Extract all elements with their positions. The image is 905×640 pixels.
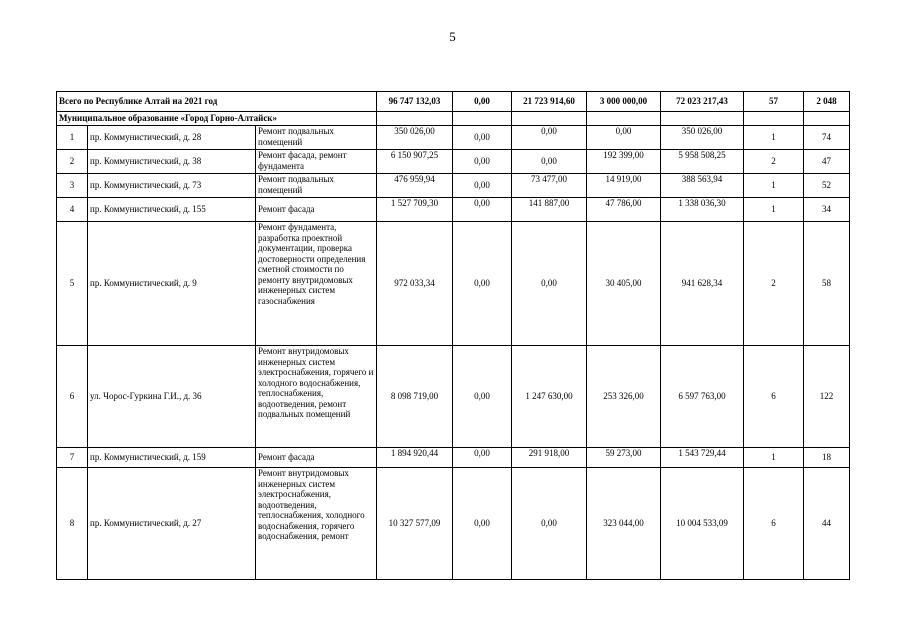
municipality-empty bbox=[661, 112, 744, 126]
row-number: 4 bbox=[57, 198, 88, 222]
row-col4: 14 919,00 bbox=[587, 174, 661, 198]
table-row bbox=[57, 222, 850, 346]
total-col3: 21 723 914,60 bbox=[512, 92, 587, 112]
row-col6: 1 bbox=[744, 174, 804, 198]
row-col3: 0,00 bbox=[512, 222, 587, 346]
row-col4: 323 044,00 bbox=[587, 468, 661, 580]
row-col6: 6 bbox=[744, 346, 804, 448]
row-address: пр. Коммунистический, д. 155 bbox=[88, 198, 256, 222]
municipality-empty bbox=[587, 112, 661, 126]
row-col3: 0,00 bbox=[512, 126, 587, 150]
row-col5: 350 026,00 bbox=[661, 126, 744, 150]
row-col3: 141 887,00 bbox=[512, 198, 587, 222]
row-work: Ремонт подвальных помещений bbox=[256, 174, 377, 198]
page-number: 5 bbox=[449, 29, 456, 44]
row-col4: 0,00 bbox=[587, 126, 661, 150]
row-col7: 34 bbox=[804, 198, 850, 222]
row-col7: 58 bbox=[804, 222, 850, 346]
table-row bbox=[57, 174, 850, 198]
row-address: пр. Коммунистический, д. 73 bbox=[88, 174, 256, 198]
municipality-label: Муниципальное образование «Город Горно-Алтайск» bbox=[57, 112, 377, 126]
row-address: пр. Коммунистический, д. 28 bbox=[88, 126, 256, 150]
row-col3: 0,00 bbox=[512, 468, 587, 580]
row-work: Ремонт фасада bbox=[256, 198, 377, 222]
table-row bbox=[57, 346, 850, 448]
row-col6: 1 bbox=[744, 126, 804, 150]
row-col6: 6 bbox=[744, 468, 804, 580]
row-col7: 18 bbox=[804, 448, 850, 468]
row-col5: 1 338 036,30 bbox=[661, 198, 744, 222]
total-row bbox=[57, 92, 850, 112]
row-work: Ремонт фундамента, разработка проектной документации, проверка достоверности определения сметной стоимости по ремонту внутридомовых инженерных систем газоснабжения bbox=[256, 222, 377, 346]
row-col7: 44 bbox=[804, 468, 850, 580]
row-number: 6 bbox=[57, 346, 88, 448]
row-col5: 388 563,94 bbox=[661, 174, 744, 198]
municipality-empty bbox=[804, 112, 850, 126]
row-total: 1 527 709,30 bbox=[377, 198, 453, 222]
row-number: 3 bbox=[57, 174, 88, 198]
row-number: 7 bbox=[57, 448, 88, 468]
row-col2: 0,00 bbox=[453, 448, 512, 468]
row-address: пр. Коммунистический, д. 9 bbox=[88, 222, 256, 346]
row-col4: 253 326,00 bbox=[587, 346, 661, 448]
total-label: Всего по Республике Алтай на 2021 год bbox=[57, 92, 377, 112]
row-number: 8 bbox=[57, 468, 88, 580]
row-col2: 0,00 bbox=[453, 198, 512, 222]
row-total: 10 327 577,09 bbox=[377, 468, 453, 580]
row-work: Ремонт внутридомовых инженерных систем электроснабжения, горячего и холодного водоснабжения, теплоснабжения, водоотведения, ремонт подвальных помещений bbox=[256, 346, 377, 448]
table-row bbox=[57, 448, 850, 468]
row-col4: 59 273,00 bbox=[587, 448, 661, 468]
row-col7: 74 bbox=[804, 126, 850, 150]
row-col4: 192 399,00 bbox=[587, 150, 661, 174]
row-col2: 0,00 bbox=[453, 150, 512, 174]
row-total: 350 026,00 bbox=[377, 126, 453, 150]
row-col5: 1 543 729,44 bbox=[661, 448, 744, 468]
table-row bbox=[57, 126, 850, 150]
municipality-row bbox=[57, 112, 850, 126]
row-address: ул. Чорос-Гуркина Г.И., д. 36 bbox=[88, 346, 256, 448]
row-address: пр. Коммунистический, д. 27 bbox=[88, 468, 256, 580]
row-col6: 1 bbox=[744, 448, 804, 468]
row-col3: 291 918,00 bbox=[512, 448, 587, 468]
row-total: 1 894 920,44 bbox=[377, 448, 453, 468]
row-total: 8 098 719,00 bbox=[377, 346, 453, 448]
table-row bbox=[57, 468, 850, 580]
row-col7: 52 bbox=[804, 174, 850, 198]
total-col2: 0,00 bbox=[453, 92, 512, 112]
row-total: 972 033,34 bbox=[377, 222, 453, 346]
table-row bbox=[57, 150, 850, 174]
row-col5: 941 628,34 bbox=[661, 222, 744, 346]
total-col6: 57 bbox=[744, 92, 804, 112]
table-body bbox=[57, 92, 850, 580]
row-col7: 122 bbox=[804, 346, 850, 448]
row-col2: 0,00 bbox=[453, 468, 512, 580]
row-number: 5 bbox=[57, 222, 88, 346]
row-col4: 47 786,00 bbox=[587, 198, 661, 222]
row-total: 476 959,94 bbox=[377, 174, 453, 198]
capital-repair-table bbox=[56, 91, 850, 580]
row-col2: 0,00 bbox=[453, 126, 512, 150]
municipality-empty bbox=[744, 112, 804, 126]
row-col7: 47 bbox=[804, 150, 850, 174]
municipality-empty bbox=[377, 112, 453, 126]
row-col4: 30 405,00 bbox=[587, 222, 661, 346]
row-number: 1 bbox=[57, 126, 88, 150]
row-col5: 6 597 763,00 bbox=[661, 346, 744, 448]
row-number: 2 bbox=[57, 150, 88, 174]
row-work: Ремонт подвальных помещений bbox=[256, 126, 377, 150]
total-col7: 2 048 bbox=[804, 92, 850, 112]
row-work: Ремонт фасада, ремонт фундамента bbox=[256, 150, 377, 174]
row-col2: 0,00 bbox=[453, 174, 512, 198]
municipality-empty bbox=[453, 112, 512, 126]
row-col3: 1 247 630,00 bbox=[512, 346, 587, 448]
row-col3: 0,00 bbox=[512, 150, 587, 174]
municipality-empty bbox=[512, 112, 587, 126]
row-col6: 2 bbox=[744, 222, 804, 346]
row-address: пр. Коммунистический, д. 38 bbox=[88, 150, 256, 174]
row-total: 6 150 907,25 bbox=[377, 150, 453, 174]
row-col5: 10 004 533,09 bbox=[661, 468, 744, 580]
total-col4: 3 000 000,00 bbox=[587, 92, 661, 112]
row-col2: 0,00 bbox=[453, 346, 512, 448]
row-work: Ремонт фасада bbox=[256, 448, 377, 468]
row-col6: 1 bbox=[744, 198, 804, 222]
total-sum: 96 747 132,03 bbox=[377, 92, 453, 112]
row-address: пр. Коммунистический, д. 159 bbox=[88, 448, 256, 468]
row-work: Ремонт внутридомовых инженерных систем электроснабжения, водоотведения, теплоснабжения, холодного водоснабжения, горячего водоснабжения, ремонт bbox=[256, 468, 377, 580]
row-col2: 0,00 bbox=[453, 222, 512, 346]
row-col6: 2 bbox=[744, 150, 804, 174]
total-col5: 72 023 217,43 bbox=[661, 92, 744, 112]
row-col3: 73 477,00 bbox=[512, 174, 587, 198]
table-row bbox=[57, 198, 850, 222]
row-col5: 5 958 508,25 bbox=[661, 150, 744, 174]
